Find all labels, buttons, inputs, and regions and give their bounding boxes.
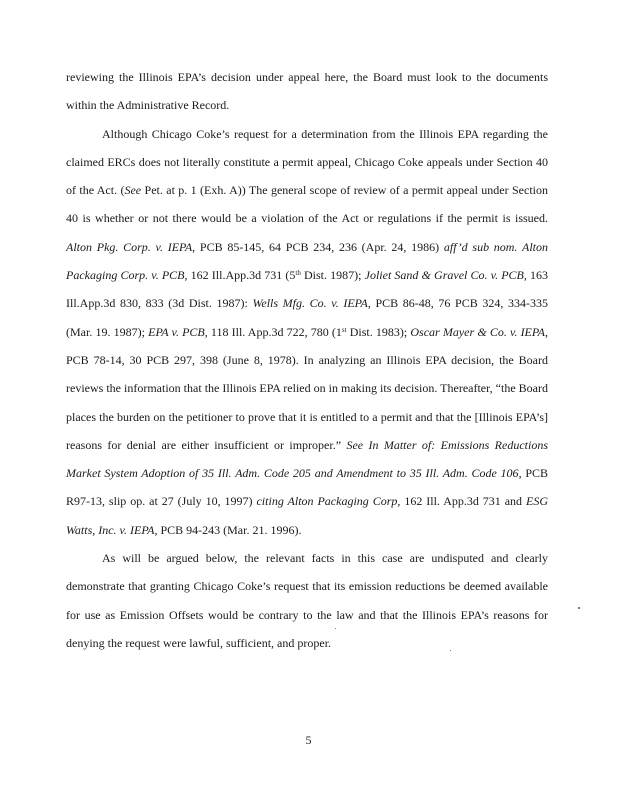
text-run: Dist. 1983); <box>346 324 411 339</box>
text-run: Although Chicago Coke’s request for a determination from the Illinois EPA regarding the claimed ERCs does not literally constitute a permit appeal, Chicago Coke appeals under Section 40 of the Act. ( <box>66 126 548 198</box>
case-citation-italic: Wells Mfg. Co. v. IEPA <box>252 296 368 311</box>
case-citation-italic: Oscar Mayer & Co. v. IEPA <box>410 324 546 339</box>
page-number: 5 <box>305 733 312 747</box>
paragraph-standard-of-review <box>66 120 548 544</box>
paragraph-continuation <box>66 63 548 120</box>
scan-speck <box>578 607 580 609</box>
text-run: , 162 Ill.App.3d 731 (5 <box>184 268 296 283</box>
text-run: Dist. 1987); <box>300 268 365 283</box>
text-run: Pet. at p. 1 (Exh. A)) The general scope of review of a permit appeal under Section 40 is whether or not there would be a violation of the Act or regulations if the permit is issued. <box>66 183 548 226</box>
case-citation-italic: EPA v. PCB <box>148 324 205 339</box>
scan-speck <box>335 628 336 629</box>
case-citation-italic: ESG Watts, Inc. v. IEPA <box>66 494 548 537</box>
text-run: , 162 Ill. App.3d 731 and <box>397 494 526 509</box>
case-citation-italic: aff’d sub nom. Alton Packaging Corp. v. PCB <box>66 239 548 283</box>
text-run: , 163 Ill.App.3d 830, 833 (3d Dist. 1987): <box>66 268 549 311</box>
case-citation-italic: citing Alton Packaging Corp <box>256 494 398 509</box>
text-run: reviewing the Illinois EPA’s decision under appeal here, the Board must look to the documents within the Administrative Record. <box>66 70 548 113</box>
text-run: , PCB 86-48, 76 PCB 324, 334-335 (Mar. 19. 1987); <box>66 296 548 339</box>
ordinal-superscript: th <box>295 269 301 278</box>
case-citation-italic: Alton Pkg. Corp. v. IEPA <box>66 239 193 254</box>
text-run: , PCB R97-13, slip op. at 27 (July 10, 1997) <box>66 466 549 509</box>
case-citation-italic: Joliet Sand & Gravel Co. v. PCB <box>364 268 524 283</box>
text-run: , PCB 94-243 (Mar. 21. 1996). <box>154 522 302 537</box>
text-run: , PCB 85-145, 64 PCB 234, 236 (Apr. 24, 1986) <box>192 239 444 254</box>
paragraph-argument-summary <box>66 544 548 657</box>
text-run: , 118 Ill. App.3d 722, 780 (1 <box>204 324 342 339</box>
text-run: As will be argued below, the relevant facts in this case are undisputed and clearly demonstrate that granting Chicago Coke’s request that its emission reductions be deemed available for use as Emission Offsets would be contrary to the law and that the Illinois EPA’s reasons for denying the request were lawful, sufficient, and proper. <box>66 551 548 650</box>
text-run: , PCB 78-14, 30 PCB 297, 398 (June 8, 1978). In analyzing an Illinois EPA decision, the Board reviews the information that the Illinois EPA relied on in making its decision. Thereafter, “the Board places the burden on the petitioner to prove that it is entitled to a permit and that the [Illinois EPA’s] reasons for denial are either insufficient or improper.” <box>66 324 549 452</box>
case-citation-italic: See <box>124 183 142 198</box>
scan-speck <box>450 650 451 651</box>
document-body <box>66 63 548 657</box>
case-citation-italic: See In Matter of: Emissions Reductions Market System Adoption of 35 Ill. Adm. Code 205 and Amendment to 35 Ill. Adm. Code 106 <box>66 437 548 481</box>
ordinal-superscript: st <box>341 325 347 334</box>
